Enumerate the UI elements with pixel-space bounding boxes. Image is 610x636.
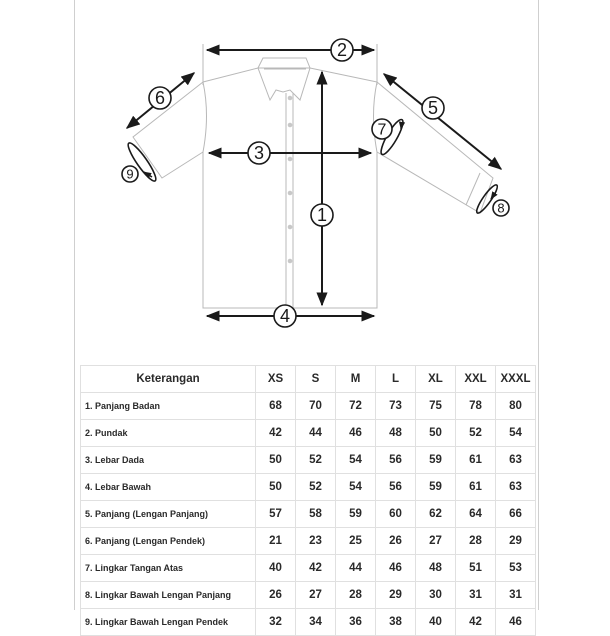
marker-7 — [372, 119, 392, 139]
marker-4 — [274, 305, 296, 327]
marker-6 — [149, 87, 171, 109]
row-label: 5. Panjang (Lengan Panjang) — [81, 501, 256, 528]
marker-9 — [122, 166, 138, 182]
size-value-cell: 29 — [496, 528, 536, 555]
size-value-cell: 36 — [336, 609, 376, 636]
size-value-cell: 63 — [496, 447, 536, 474]
size-value-cell: 73 — [376, 393, 416, 420]
table-header-row — [81, 366, 536, 393]
size-value-cell: 52 — [296, 447, 336, 474]
size-value-cell: 31 — [456, 582, 496, 609]
button — [288, 96, 293, 101]
marker-2 — [331, 39, 353, 61]
size-value-cell: 63 — [496, 474, 536, 501]
table-row — [81, 474, 536, 501]
header-size-xxl: XXL — [456, 366, 496, 393]
arrow-loop-7 — [401, 122, 402, 129]
size-value-cell: 59 — [416, 474, 456, 501]
size-value-cell: 56 — [376, 447, 416, 474]
row-label: 3. Lebar Dada — [81, 447, 256, 474]
table-row — [81, 501, 536, 528]
arrow-long-sleeve-length — [384, 74, 501, 169]
size-value-cell: 28 — [456, 528, 496, 555]
size-value-cell: 34 — [296, 609, 336, 636]
marker-label: 9 — [126, 166, 134, 182]
size-value-cell: 50 — [256, 474, 296, 501]
size-value-cell: 27 — [416, 528, 456, 555]
size-value-cell: 57 — [256, 501, 296, 528]
row-label: 8. Lingkar Bawah Lengan Panjang — [81, 582, 256, 609]
size-value-cell: 59 — [416, 447, 456, 474]
size-value-cell: 42 — [256, 420, 296, 447]
size-value-cell: 21 — [256, 528, 296, 555]
size-value-cell: 29 — [376, 582, 416, 609]
markers — [122, 39, 509, 327]
size-value-cell: 70 — [296, 393, 336, 420]
size-value-cell: 75 — [416, 393, 456, 420]
size-value-cell: 54 — [496, 420, 536, 447]
header-size-xl: XL — [416, 366, 456, 393]
marker-label: 4 — [279, 306, 291, 327]
size-value-cell: 52 — [456, 420, 496, 447]
size-value-cell: 48 — [376, 420, 416, 447]
size-value-cell: 53 — [496, 555, 536, 582]
table-row — [81, 420, 536, 447]
size-value-cell: 46 — [336, 420, 376, 447]
header-size-s: S — [296, 366, 336, 393]
size-value-cell: 62 — [416, 501, 456, 528]
right-cuff-line — [466, 173, 480, 205]
table-row — [81, 393, 536, 420]
table-row — [81, 447, 536, 474]
header-size-xxxl: XXXL — [496, 366, 536, 393]
button — [288, 259, 293, 264]
marker-1 — [311, 204, 333, 226]
marker-label: 2 — [336, 40, 348, 61]
button — [288, 225, 293, 230]
size-value-cell: 44 — [296, 420, 336, 447]
size-value-cell: 46 — [496, 609, 536, 636]
size-value-cell: 32 — [256, 609, 296, 636]
size-chart-table — [80, 365, 536, 636]
size-value-cell: 40 — [256, 555, 296, 582]
marker-8 — [493, 200, 509, 216]
size-value-cell: 50 — [416, 420, 456, 447]
marker-label: 1 — [316, 205, 328, 226]
marker-5 — [422, 97, 444, 119]
marker-label: 5 — [427, 98, 439, 119]
size-value-cell: 80 — [496, 393, 536, 420]
size-value-cell: 50 — [256, 447, 296, 474]
shoulder-line — [203, 68, 377, 82]
size-value-cell: 66 — [496, 501, 536, 528]
row-label: 6. Panjang (Lengan Pendek) — [81, 528, 256, 555]
row-label: 7. Lingkar Tangan Atas — [81, 555, 256, 582]
marker-label: 8 — [497, 200, 505, 216]
size-value-cell: 31 — [496, 582, 536, 609]
row-label: 2. Pundak — [81, 420, 256, 447]
shirt-collar — [258, 58, 310, 100]
button — [288, 157, 293, 162]
size-value-cell: 48 — [416, 555, 456, 582]
size-value-cell: 61 — [456, 474, 496, 501]
marker-label: 3 — [253, 143, 265, 164]
size-value-cell: 40 — [416, 609, 456, 636]
size-value-cell: 58 — [296, 501, 336, 528]
size-value-cell: 23 — [296, 528, 336, 555]
size-value-cell: 54 — [336, 474, 376, 501]
header-size-m: M — [336, 366, 376, 393]
table-row — [81, 582, 536, 609]
size-value-cell: 56 — [376, 474, 416, 501]
size-value-cell: 59 — [336, 501, 376, 528]
header-size-xs: XS — [256, 366, 296, 393]
table-row — [81, 609, 536, 636]
table-row — [81, 555, 536, 582]
size-value-cell: 38 — [376, 609, 416, 636]
size-value-cell: 64 — [456, 501, 496, 528]
marker-label: 6 — [154, 88, 166, 109]
button — [288, 191, 293, 196]
size-value-cell: 30 — [416, 582, 456, 609]
size-value-cell: 61 — [456, 447, 496, 474]
size-value-cell: 68 — [256, 393, 296, 420]
size-value-cell: 28 — [336, 582, 376, 609]
size-value-cell: 42 — [456, 609, 496, 636]
header-size-l: L — [376, 366, 416, 393]
row-label: 4. Lebar Bawah — [81, 474, 256, 501]
size-value-cell: 25 — [336, 528, 376, 555]
table-row — [81, 528, 536, 555]
size-value-cell: 44 — [336, 555, 376, 582]
size-value-cell: 78 — [456, 393, 496, 420]
size-value-cell: 52 — [296, 474, 336, 501]
size-value-cell: 60 — [376, 501, 416, 528]
marker-label: 7 — [377, 121, 387, 139]
marker-3 — [248, 142, 270, 164]
buttons — [288, 96, 293, 264]
size-value-cell: 27 — [296, 582, 336, 609]
row-label: 1. Panjang Badan — [81, 393, 256, 420]
shirt-outline — [133, 44, 493, 308]
header-keterangan: Keterangan — [81, 366, 256, 393]
size-value-cell: 51 — [456, 555, 496, 582]
row-label: 9. Lingkar Bawah Lengan Pendek — [81, 609, 256, 636]
size-value-cell: 42 — [296, 555, 336, 582]
size-value-cell: 26 — [256, 582, 296, 609]
size-value-cell: 72 — [336, 393, 376, 420]
size-value-cell: 26 — [376, 528, 416, 555]
button — [288, 123, 293, 128]
size-value-cell: 54 — [336, 447, 376, 474]
size-value-cell: 46 — [376, 555, 416, 582]
